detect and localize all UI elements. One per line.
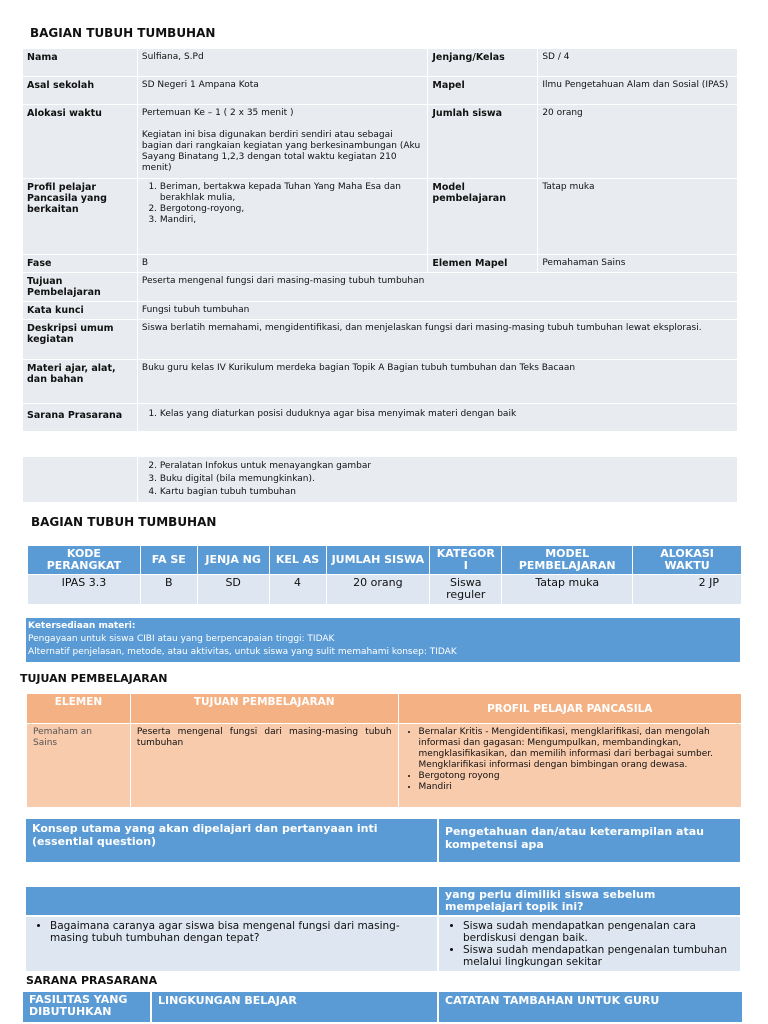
section-title: BAGIAN TUBUH TUMBUHAN xyxy=(31,515,217,529)
tujuan-cell: Peserta mengenal fungsi dari masing-masing tubuh tumbuhan xyxy=(130,724,398,808)
sarana-list-cont xyxy=(142,460,733,499)
tujuan-value: Peserta mengenal fungsi dari masing-masing tubuh tumbuhan xyxy=(137,273,737,302)
sarana-label: Sarana Prasarana xyxy=(23,404,138,432)
pengetahuan-list xyxy=(445,920,734,968)
page-title: BAGIAN TUBUH TUMBUHAN xyxy=(30,26,216,40)
elemen-header: ELEMEN xyxy=(27,694,131,724)
lingkungan-header: LINGKUNGAN BELAJAR xyxy=(152,992,437,1022)
sarana-item: 1. Kelas yang diaturkan posisi duduknya agar bisa menyimak materi dengan baik xyxy=(160,408,733,421)
ketersediaan-line: Alternatif penjelasan, metode, atau aktivitas, untuk siswa yang sulit memahami konsep: TIDAK xyxy=(28,647,457,657)
konsep-list xyxy=(32,920,431,944)
deskripsi-label: Deskripsi umum kegiatan xyxy=(23,320,138,360)
profil-pancasila-item: • Mandiri xyxy=(419,782,735,793)
info-table xyxy=(22,48,738,432)
jumlah-cell: 20 orang xyxy=(326,575,430,605)
alokasi-header: ALOKASI WAKTU xyxy=(633,546,742,575)
sarana-section-title: SARANA PRASARANA xyxy=(26,974,158,987)
profil-item: 2. Bergotong-royong, xyxy=(160,204,423,215)
pengetahuan-item: • Siswa sudah mendapatkan pengenalan tumbuhan melalui lingkungan sekitar xyxy=(463,944,734,968)
model-cell: Tatap muka xyxy=(502,575,633,605)
model-header: MODEL PEMBELAJARAN xyxy=(502,546,633,575)
kode-cell: IPAS 3.3 xyxy=(28,575,141,605)
sarana-item: 4. Kartu bagian tubuh tumbuhan xyxy=(160,486,733,499)
pengetahuan-header-cont: yang perlu dimiliki siswa sebelum mempelajari topik ini? xyxy=(439,887,740,915)
tujuan-section-title: TUJUAN PEMBELAJARAN xyxy=(20,672,168,685)
profil-list xyxy=(142,182,423,226)
deskripsi-value: Siswa berlatih memahami, mengidentifikasi, dan menjelaskan fungsi dari masing-masing tubuh tumbuhan lewat eksplorasi. xyxy=(137,320,737,360)
tujuan-header: TUJUAN PEMBELAJARAN xyxy=(130,694,398,724)
jenjang-label: Jenjang/Kelas xyxy=(428,49,538,77)
sarana-list xyxy=(142,408,733,421)
asal-label: Asal sekolah xyxy=(23,77,138,105)
ketersediaan-title: Ketersediaan materi: xyxy=(28,621,136,631)
profil-pancasila-item: • Bernalar Kritis - Mengidentifikasi, mengklarifikasi, dan mengolah informasi dan gagasan: Mengumpulkan, membandingkan, mengklasifikasikan, dan memilih informasi dari berbagai sumber. Mengklarifikasi informasi dengan bimbingan orang dewasa. xyxy=(419,727,735,771)
sarana-item: 3. Buku digital (bila memungkinkan). xyxy=(160,473,733,486)
alokasi-line1: Pertemuan Ke – 1 ( 2 x 35 menit ) xyxy=(141,108,294,118)
profil-pancasila-list xyxy=(405,727,735,793)
kelas-cell: 4 xyxy=(269,575,326,605)
konsep-header-cont xyxy=(26,887,437,915)
alokasi-value xyxy=(137,105,427,179)
tujuan-table xyxy=(26,693,742,808)
mapel-value: Ilmu Pengetahuan Alam dan Sosial (IPAS) xyxy=(538,77,738,105)
sarana-item: 2. Peralatan Infokus untuk menayangkan gambar xyxy=(160,460,733,473)
mapel-label: Mapel xyxy=(428,77,538,105)
fase-label: Fase xyxy=(23,255,138,273)
sarana-cont-table xyxy=(22,456,738,503)
kata-value: Fungsi tubuh tumbuhan xyxy=(137,302,737,320)
alokasi-label: Alokasi waktu xyxy=(23,105,138,179)
konsep-item: • Bagaimana caranya agar siswa bisa mengenal fungsi dari masing-masing tubuh tumbuhan dengan tepat? xyxy=(50,920,431,944)
pengetahuan-content xyxy=(439,917,740,971)
sarana-value xyxy=(137,404,737,432)
profil-header: PROFIL PELAJAR PANCASILA xyxy=(398,694,741,724)
pengetahuan-header: Pengetahuan dan/atau keterampilan atau kompetensi apa xyxy=(439,819,740,862)
fase-value: B xyxy=(137,255,427,273)
model-value: Tatap muka xyxy=(538,179,738,255)
jumlah-header: JUMLAH SISWA xyxy=(326,546,430,575)
kata-label: Kata kunci xyxy=(23,302,138,320)
tujuan-label: Tujuan Pembelajaran xyxy=(23,273,138,302)
profil-cell xyxy=(398,724,741,808)
elemen-label: Elemen Mapel xyxy=(428,255,538,273)
asal-value: SD Negeri 1 Ampana Kota xyxy=(137,77,427,105)
kategori-cell: Siswa reguler xyxy=(430,575,502,605)
profil-label: Profil pelajar Pancasila yang berkaitan xyxy=(23,179,138,255)
ketersediaan-line: Pengayaan untuk siswa CIBI atau yang berpencapaian tinggi: TIDAK xyxy=(28,634,335,644)
kategori-header: KATEGOR I xyxy=(430,546,502,575)
jenjang-header: JENJA NG xyxy=(197,546,269,575)
materi-value: Buku guru kelas IV Kurikulum merdeka bagian Topik A Bagian tubuh tumbuhan dan Teks Bacaan xyxy=(137,360,737,404)
profil-item: 3. Mandiri, xyxy=(160,215,423,226)
ketersediaan-box xyxy=(26,618,740,662)
jumlah-value: 20 orang xyxy=(538,105,738,179)
jenjang-cell: SD xyxy=(197,575,269,605)
model-label: Model pembelajaran xyxy=(428,179,538,255)
pengetahuan-item: • Siswa sudah mendapatkan pengenalan cara berdiskusi dengan baik. xyxy=(463,920,734,944)
profil-item: 1. Beriman, bertakwa kepada Tuhan Yang Maha Esa dan berakhlak mulia, xyxy=(160,182,423,204)
profil-pancasila-item: • Bergotong royong xyxy=(419,771,735,782)
konsep-header: Konsep utama yang akan dipelajari dan pertanyaan inti (essential question) xyxy=(26,819,437,862)
elemen-value: Pemahaman Sains xyxy=(538,255,738,273)
kode-header: KODE PERANGKAT xyxy=(28,546,141,575)
fasilitas-header: FASILITAS YANG DIBUTUHKAN xyxy=(23,992,150,1022)
elemen-cell: Pemaham an Sains xyxy=(27,724,131,808)
fase-cell: B xyxy=(140,575,197,605)
catatan-header: CATATAN TAMBAHAN UNTUK GURU xyxy=(439,992,742,1022)
konsep-content xyxy=(26,917,437,971)
kode-table xyxy=(27,545,742,605)
nama-value: Sulfiana, S.Pd xyxy=(137,49,427,77)
alokasi-line2: Kegiatan ini bisa digunakan berdiri sendiri atau sebagai bagian dari rangkaian kegiatan yang berkesinambungan (Aku Sayang Binatang 1,2,3 dengan total waktu kegiatan 210 menit) xyxy=(141,130,421,173)
fase-header: FA SE xyxy=(140,546,197,575)
sarana-cont-blank xyxy=(23,457,138,503)
sarana-cont-value xyxy=(137,457,737,503)
alokasi-cell: 2 JP xyxy=(633,575,742,605)
materi-label: Materi ajar, alat, dan bahan xyxy=(23,360,138,404)
jumlah-label: Jumlah siswa xyxy=(428,105,538,179)
profil-value xyxy=(137,179,427,255)
kelas-header: KEL AS xyxy=(269,546,326,575)
jenjang-value: SD / 4 xyxy=(538,49,738,77)
nama-label: Nama xyxy=(23,49,138,77)
